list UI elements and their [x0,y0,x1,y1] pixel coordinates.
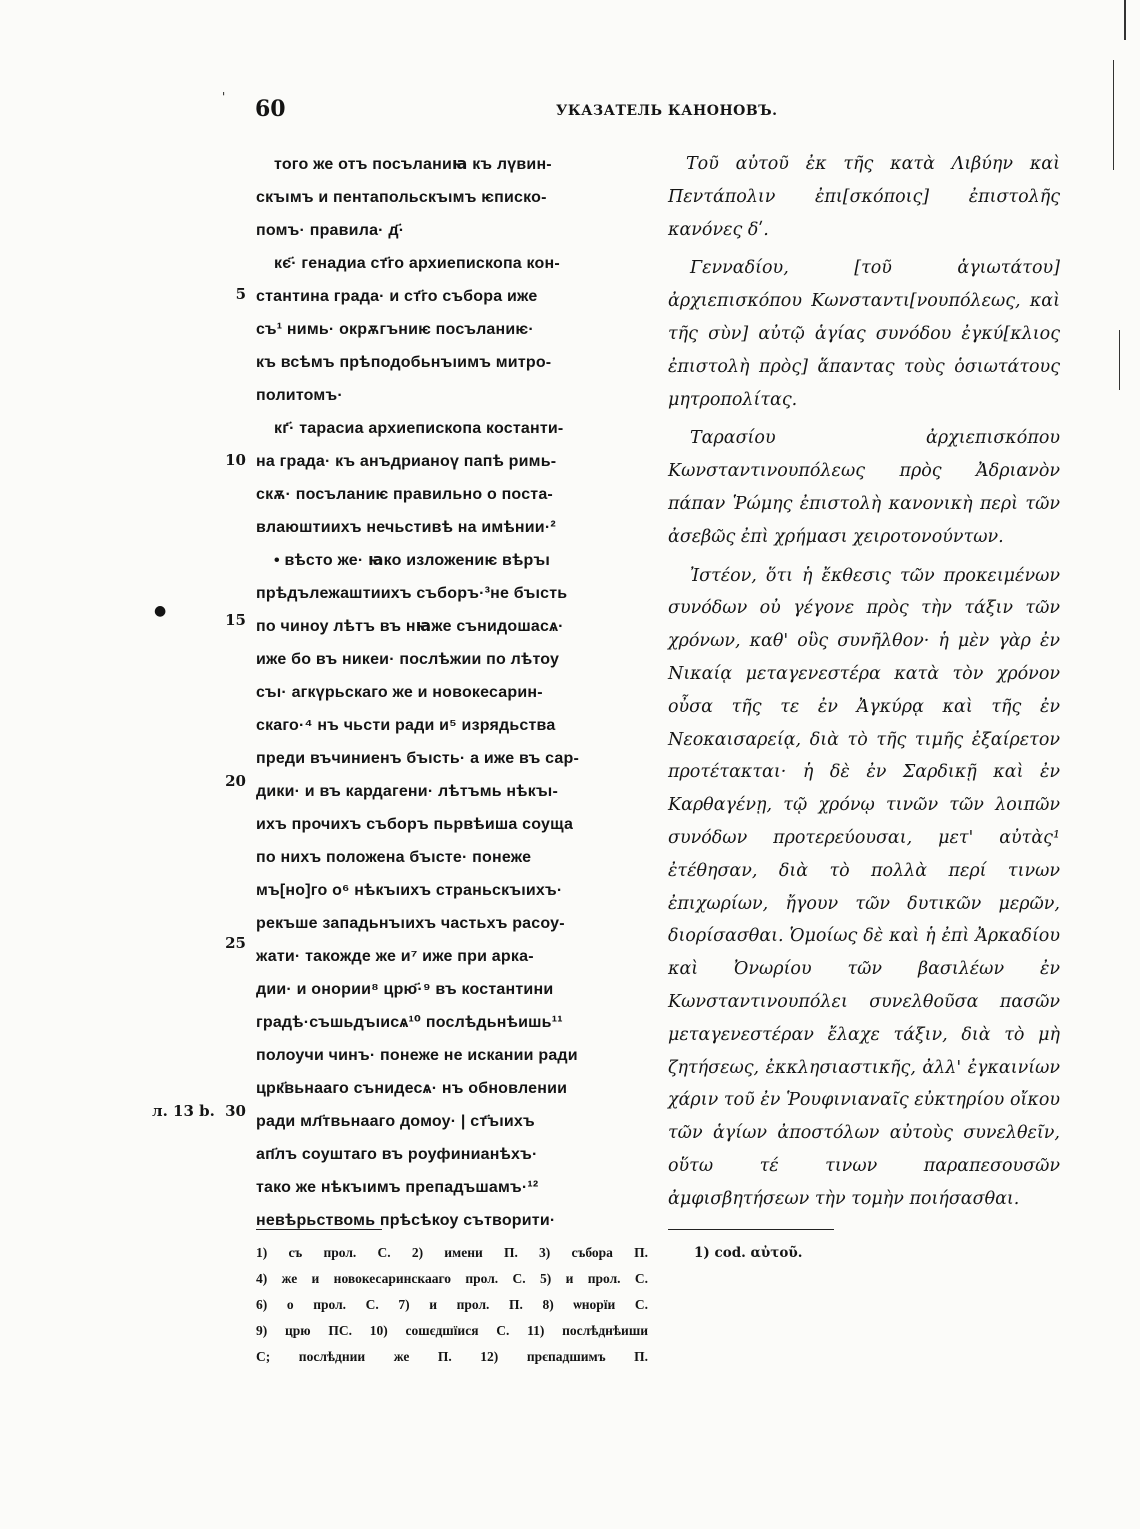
scan-edge-mark [1124,0,1126,40]
slavonic-line: скъıмъ и пентапольскъıмъ ѥписко- [256,189,547,206]
slavonic-line: помъ· правила· д҃· [256,222,405,239]
slavonic-line: скаго·⁴ нъ чьсти ради и⁵ изрядьства [256,717,556,734]
slavonic-line: мъ[но]го о⁶ нѣкъıихъ страньскъıихъ· [256,882,563,899]
slavonic-line: црк҃вьнааго сънидесѧ· нъ обновлении [256,1080,568,1097]
footnote-line: С; послѣднии же П. 12) прєпадшимъ П. [256,1349,648,1364]
greek-paragraph: Ἰστέον, ὅτι ἡ ἔκθεσις τῶν προκειμένων συνόδων οὐ γέγονε πρὸς τὴν τάξιν τῶν χρόνων, καθ' οὓς συνῆλθον· ἡ μὲν γὰρ ἐν Νικαίᾳ μεταγενεστέρα κατὰ τὸν χρόνον οὖσα τῆς τε ἐν Ἀγκύρᾳ καὶ τῆς ἐν Νεοκαισαρείᾳ, διὰ τὸ τῆς τιμῆς ἐξαίρετον προτέτακται· ἡ δὲ ἐν Σαρδικῇ καὶ ἐν Καρθαγένῃ, τῷ χρόνῳ τινῶν τῶν λοιπῶν συνόδων προτερεύουσαι, μετ' αὐτὰς¹ ἐτέθησαν, διὰ τὸ πολλὰ περί τινων ἐπιχωρίων, ἤγουν τῶν δυτικῶν μερῶν, διορίσασθαι. Ὁμοίως δὲ καὶ ἡ ἐπὶ Ἀρκαδίου καὶ Ὀνωρίου τῶν βασιλέων ἐν Κωνσταντινουπόλει συνελθοῦσα πασῶν μεταγενεστέραν ἔλαχε τάξιν, διὰ τὸ μὴ ζητήσεως, ἐκκλησιαστικῆς, ἀλλ' ἐγκαινίων χάριν τοῦ ἐν Ῥουφινιαναῖς εὐκτηρίου οἴκου τῶν ἁγίων ἀποστόλων αὐτοὺς συνελθεῖν, οὕτω τέ τινων παραπεσουσῶν ἀμφισβητήσεων τὴν τομὴν ποιήσασθαι. [668,565,1060,1209]
scan-edge-mark [1113,60,1114,170]
folio-marker: л. 13 b. [152,1102,215,1120]
footnote-line: 1) съ прол. С. 2) имени П. 3) събора П. [256,1245,648,1260]
slavonic-line: ап҃лъ соуштаго въ роуфинианѣхъ· [256,1146,538,1163]
margin-bullet: ● [154,603,167,619]
footnote-line: 4) же и новокесаринскааго прол. С. 5) и прол. С. [256,1271,648,1286]
line-number-5: 5 [235,285,246,303]
slavonic-line: тако же нѣкъıимъ препадъшамъ·¹² [256,1179,539,1196]
slavonic-line: • вѣсто же· ꙗко изложениѥ вѣръı [274,552,550,569]
line-number-30: 30 [225,1102,246,1120]
slavonic-line: по нихъ положена бъıсте· понеже [256,849,532,866]
slavonic-line: дики· и въ кардагени· лѣтъмь нѣкъı- [256,783,558,800]
slavonic-line: иже бо въ никеи· послѣжии по лѣтоу [256,651,560,668]
slavonic-line: прѣдълежаштиихъ съборъ·³не бъıсть [256,585,568,602]
footnote-line: 6) о прол. С. 7) и прол. П. 8) ѡнорїи С. [256,1297,648,1312]
page-number: 60 [255,96,286,122]
line-number-25: 25 [225,934,246,952]
slavonic-line: жати· такожде же и⁷ иже при арка- [256,948,534,965]
greek-paragraph: Τοῦ αὐτοῦ ἐκ τῆς κατὰ Λιβύην καὶ Πεντάπολιν ἐπι[σκόποις] ἐπιστολῆς κανόνες δʹ. [668,154,1060,240]
slavonic-line: политомъ· [256,387,343,404]
slavonic-line: стантина града· и ст҃го събора иже [256,288,538,305]
footnote-rule-left [256,1229,382,1230]
slavonic-line: преди въчиниенъ бъıсть· а иже въ сар- [256,750,579,767]
slavonic-line: съ¹ нимь· окрѫгъниѥ посъланиѥ· [256,321,534,338]
greek-column [668,148,1060,1222]
slavonic-line: рекъше западьнъıихъ частьхъ расоу- [256,915,565,932]
slavonic-line: градѣ·съшьдъıисѧ¹⁰ послѣдьнѣишь¹¹ [256,1014,563,1031]
footnotes-slavonic [256,1240,648,1370]
slavonic-line: ради мл҃твьнааго домоу· | ст҃ъıихъ [256,1113,535,1130]
footnote-line: 9) црю ПС. 10) сошєдшїися С. 11) послѣднѣиши [256,1323,648,1338]
footnote-rule-right [668,1229,834,1230]
greek-paragraph: Γενναδίου, [τοῦ ἁγιωτάτου] ἀρχιεπισκόπου Κωνσταντι[νουπόλεως, καὶ τῆς σὺν] αὐτῷ ἁγίας συνόδου ἐγκύ[κλιος ἐπιστολὴ πρὸς] ἅπαντας τοὺς ὁσιωτάτους μητροπολίτας. [668,258,1060,410]
slavonic-line: дии· и онории⁸ црю҃·⁹ въ костантини [256,981,554,998]
slavonic-line: кє҃· генадиа ст҃го архиепископа кон- [274,255,560,272]
slavonic-line: по чиноу лѣтъ въ нꙗже сънидошасѧ· [256,618,564,635]
slavonic-line: того же отъ посъланиꙗ къ лүвин- [274,156,552,173]
margin-tick-mark: ' [222,90,226,104]
slavonic-line: скѫ· посъланиѥ правильно о поста- [256,486,553,503]
slavonic-line: кг҃· тарасиа архиепископа костанти- [274,420,564,437]
slavonic-line: съı· агкүрьскаго же и новокесарин- [256,684,543,701]
slavonic-line: влаюштиихъ нечьстивѣ на имѣнии·² [256,519,556,536]
slavonic-line: невѣрьствомь прѣсѣкоу сътворити· [256,1212,556,1229]
greek-paragraph: Ταρασίου ἀρχιεπισκόπου Κωνσταντινουπόλεως πρὸς Ἀδριανὸν πάπαν Ῥώμης ἐπιστολὴ κανονικὴ περὶ τῶν ἀσεβῶς ἐπὶ χρήμασι χειροτονούντων. [668,428,1060,547]
scan-edge-mark [1119,330,1120,390]
line-number-20: 20 [225,772,246,790]
line-number-15: 15 [225,611,246,629]
slavonic-line: къ всѣмъ прѣподобьнъıимъ митро- [256,354,552,371]
footnote-greek: 1) cod. αὐτοῦ. [694,1245,803,1261]
line-number-10: 10 [225,451,246,469]
slavonic-line: на града· къ анъдрианоү папѣ римь- [256,453,557,470]
running-title: УКАЗАТЕЛЬ КАНОНОВЪ. [556,103,778,119]
slavonic-line: полоучи чинъ· понеже не искании ради [256,1047,578,1064]
slavonic-line: ихъ прочихъ съборъ пьрвѣиша соуща [256,816,574,833]
